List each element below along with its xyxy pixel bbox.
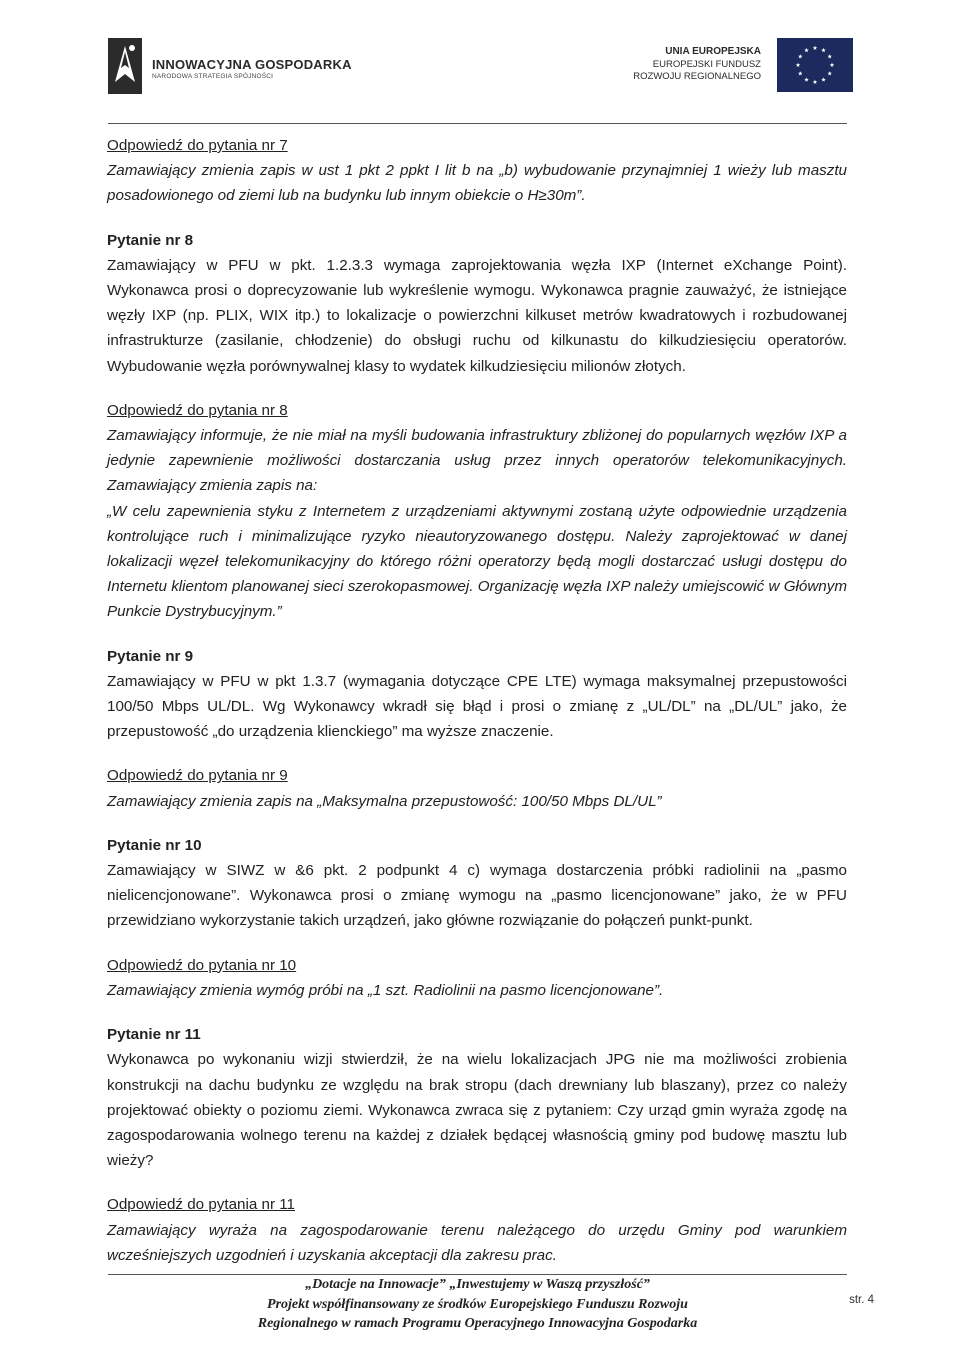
- question-10-heading: Pytanie nr 10: [107, 836, 202, 854]
- answer-10-text: Zamawiający zmienia wymóg próbi na „1 szt. Radiolinii na pasmo licencjonowane”.: [107, 981, 664, 999]
- question-10-text: Zamawiający w SIWZ w &6 pkt. 2 podpunkt 4 c) wymaga dostarczenia próbki radiolinii na „pasmo nielicencjonowane”. Wykonawca prosi o zmianę wymogu na „pasmo licencjonowane” jako, że w PFU przewidziano wykorzystanie takich urządzeń, jako główne rozwiązanie do połączeń punkt-punkt.: [107, 862, 847, 930]
- answer-9-text: Zamawiający zmienia zapis na „Maksymalna przepustowość: 100/50 Mbps DL/UL”: [107, 792, 662, 810]
- answer-7-heading: Odpowiedź do pytania nr 7: [107, 137, 288, 154]
- eu-logo: [523, 38, 853, 98]
- footer-line-1: „Dotacje na Innowacje” „Inwestujemy w Waszą przyszłość”: [305, 1277, 650, 1292]
- innowacyjna-gospodarka-emblem-icon: [108, 38, 142, 94]
- narodowa-strategia-subtitle: NARODOWA STRATEGIA SPÓJNOŚCI: [152, 73, 274, 80]
- eu-line-2: EUROPEJSKI FUNDUSZ: [652, 58, 761, 70]
- page-number: str. 4: [849, 1294, 874, 1306]
- header-divider: [108, 123, 847, 124]
- eu-line-3: ROZWOJU REGIONALNEGO: [633, 71, 761, 82]
- answer-9-heading: Odpowiedź do pytania nr 9: [107, 767, 288, 785]
- innowacyjna-gospodarka-title: INNOWACYJNA GOSPODARKA: [152, 57, 352, 72]
- innowacyjna-gospodarka-logo: [108, 38, 408, 98]
- answer-8-heading: Odpowiedź do pytania nr 8: [107, 401, 288, 419]
- footer-text: [108, 1275, 847, 1334]
- question-8-heading: Pytanie nr 8: [107, 231, 194, 249]
- question-9-text: Zamawiający w PFU w pkt 1.3.7 (wymagania dotyczące CPE LTE) wymaga maksymalnej przepustowości 100/50 Mbps UL/DL. Wg Wykonawcy wkradł się błąd i prosi o zmianę z „UL/DL” na „DL/UL” jako, że przepustowość „do urządzenia klienckiego” ma wyższe znaczenie.: [107, 672, 847, 741]
- answer-11-text: Zamawiający wyraża na zagospodarowanie terenu należącego do urzędu Gminy pod warunkiem wcześniejszych uzgodnień i uzyskania akceptacji dla zakresu prac.: [107, 1221, 847, 1264]
- question-8-text: Zamawiający w PFU w pkt. 1.2.3.3 wymaga zaprojektowania węzła IXP (Internet eXchange Point). Wykonawca prosi o doprecyzowanie lub wykreślenie wymogu. Wykonawca pragnie zauważyć, że istniejące węzły IXP (np. PLIX, WIX itp.) to lokalizacje o powierzchni kilkuset metrów kwadratowych i rozbudowanej infrastrukturze (zasilanie, chłodzenie) do obsługi ruchu od kilkunastu do kilkudziesięciu operatorów. Wybudowanie węzła porównywalnej klasy to wydatek kilkudziesięciu milionów złotych.: [107, 256, 847, 375]
- answer-7-text: Zamawiający zmienia zapis w ust 1 pkt 2 ppkt I lit b na „b) wybudowanie przynajmniej 1 wieży lub masztu posadowionego od ziemi lub na budynku lub innym obiekcie o H≥30m”.: [107, 162, 847, 205]
- eu-line-1: UNIA EUROPEJSKA: [665, 46, 761, 57]
- question-9-heading: Pytanie nr 9: [107, 647, 194, 665]
- document-body: [107, 133, 847, 1268]
- question-11-text: Wykonawca po wykonaniu wizji stwierdził, że na wielu lokalizacjach JPG nie ma możliwości zrobienia konstrukcji na dachu budynku ze względu na brak stropu (dach drewniany lub blaszany), przez co należy projektować obiekty o poziomu ziemi. Wykonawca zwraca się z pytaniem: Czy urząd gmin wyraża zgodę na zagospodarowania wolnego terenu na każdej z działek będącej własnością gminy pod budowę masztu lub wieży?: [107, 1051, 847, 1170]
- footer-line-3: Regionalnego w ramach Programu Operacyjnego Innowacyjna Gospodarka: [257, 1316, 698, 1331]
- footer-line-2: Projekt współfinansowany ze środków Europejskiego Funduszu Rozwoju: [267, 1296, 688, 1312]
- question-11-heading: Pytanie nr 11: [107, 1026, 201, 1044]
- answer-11-heading: Odpowiedź do pytania nr 11: [107, 1196, 295, 1214]
- answer-8-quote: „W celu zapewnienia styku z Internetem z urządzeniami aktywnymi zostaną użyte odpowiednie urządzenia kontrolujące ruch i minimalizujące ryzyko nieautoryzowanego dostępu. Należy zaprojektować w danej lokalizacji węzeł telekomunikacyjny do którego różni operatorzy będą mogli dostarczać usługi dostępu do Internetu klientom planowanej sieci szerokopasmowej. Organizację węzła IXP należy umiejscowić w Głównym Punkcie Dystrybucyjnym.”: [107, 502, 847, 621]
- eu-text-block: [633, 46, 761, 84]
- answer-8-text: Zamawiający informuje, że nie miał na myśli budowania infrastruktury zbliżonej do popularnych węzłów IXP a jedynie zapewnienie możliwości dostarczania usług przez innych operatorów telekomunikacyjnych. Zamawiający zmienia zapis na:: [107, 427, 847, 495]
- eu-flag-icon: [777, 38, 853, 92]
- answer-10-heading: Odpowiedź do pytania nr 10: [107, 956, 297, 974]
